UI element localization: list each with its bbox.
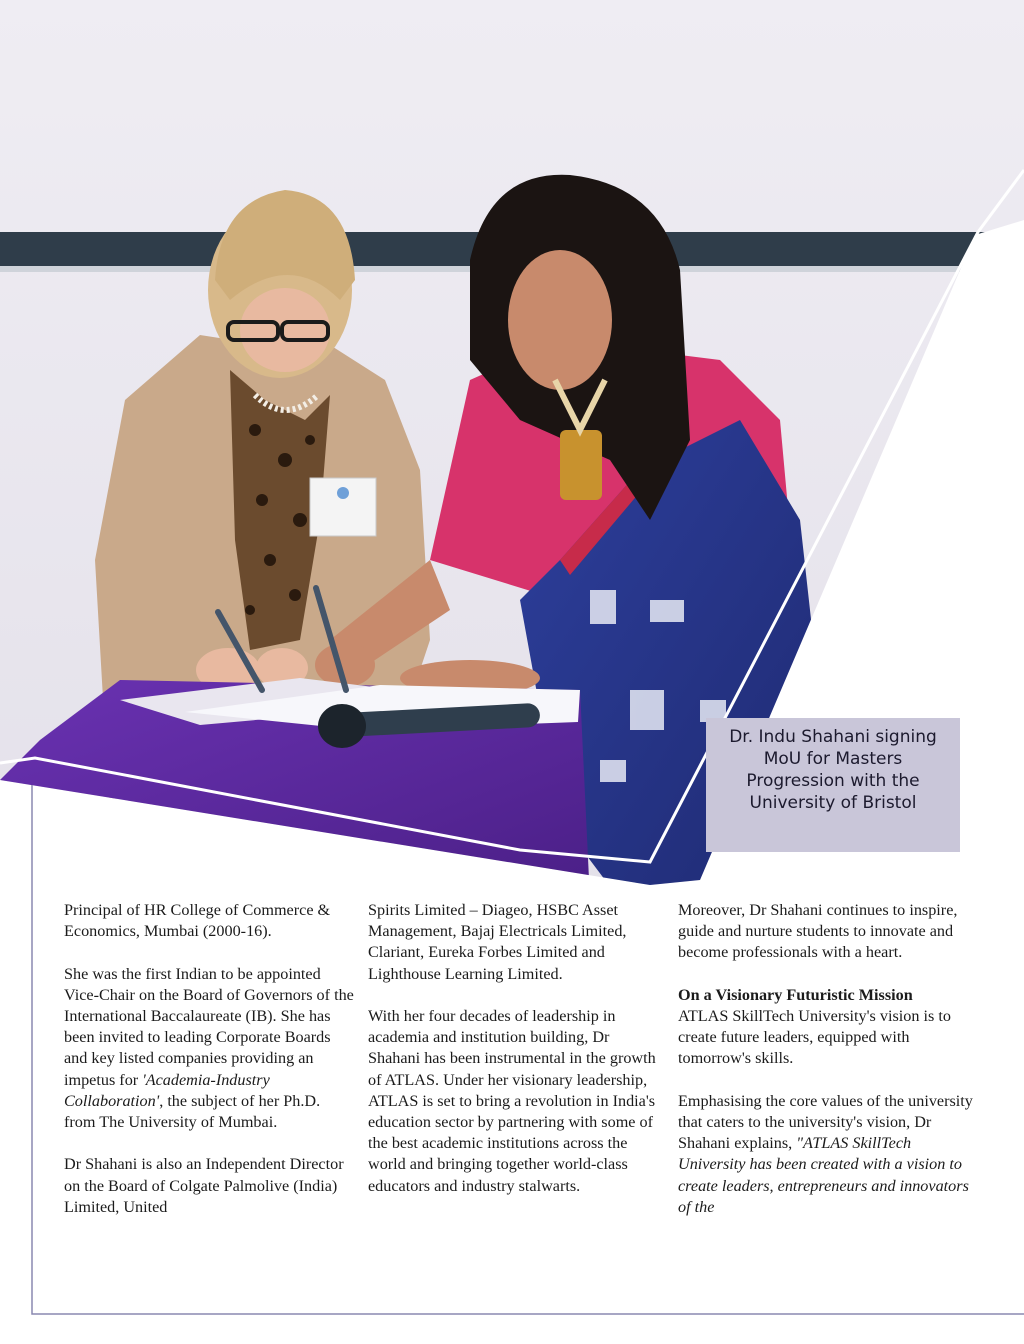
italic-phrase: 'Academia-Industry Collaboration'	[64, 1070, 270, 1110]
paragraph-text: She was the first Indian to be appointed Vice-Chair on the Board of Governors of the International Baccalaureate (IB). She has been invited to leading Corporate Boards and key listed companies providing an impetus for	[64, 964, 354, 1089]
paragraph: Moreover, Dr Shahani continues to inspire, guide and nurture students to innovate and become professionals with a heart.	[678, 901, 958, 962]
paragraph-text: ATLAS SkillTech University's vision is to create future leaders, equipped with tomorrow's skills.	[678, 1007, 951, 1068]
paragraph-text: , the subject of her Ph.D. from The University of Mumbai.	[64, 1091, 321, 1132]
section-heading: On a Visionary Futuristic Mission	[678, 985, 913, 1004]
paragraph: Spirits Limited – Diageo, HSBC Asset Management, Bajaj Electricals Limited, Clariant, Eureka Forbes Limited and Lighthouse Learning Limited.	[368, 901, 627, 983]
paragraph	[678, 1091, 978, 1218]
paragraph: With her four decades of leadership in academia and institution building, Dr Shahani has been instrumental in the growth of ATLAS. Under her visionary leadership, ATLAS is set to bring a revolution in India's education sector by partnering with some of the best academic institutions across the world and bringing together world-class educators and industry stalwarts.	[368, 1007, 656, 1195]
paragraph	[678, 985, 978, 1070]
paragraph-text: Emphasising the core values of the university that caters to the university's vision, Dr Shahani explains,	[678, 1091, 973, 1153]
text-column-1	[64, 900, 354, 1239]
paragraph	[64, 964, 354, 1134]
photo-caption: Dr. Indu Shahani signing MoU for Masters Progression with the University of Bristol	[729, 727, 937, 813]
text-column-2	[368, 900, 658, 1218]
text-column-3	[678, 900, 978, 1239]
paragraph: Principal of HR College of Commerce & Economics, Mumbai (2000-16).	[64, 901, 331, 941]
paragraph: Dr Shahani is also an Independent Director on the Board of Colgate Palmolive (India) Limited, United	[64, 1155, 344, 1216]
quote-text: "ATLAS SkillTech University has been created with a vision to create leaders, entrepreneurs and innovators of the	[678, 1134, 969, 1216]
